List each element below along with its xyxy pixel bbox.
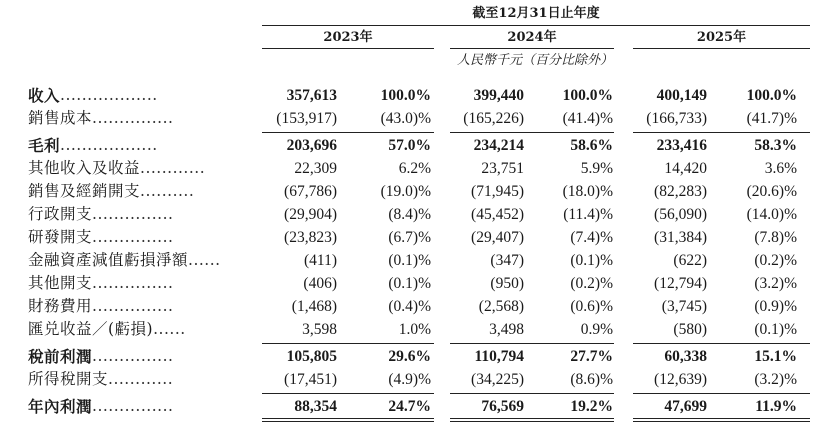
row-label: 其他開支 [28,274,93,292]
percent-2023: 57.0% [388,137,431,154]
percent-2023: 6.2% [398,160,431,177]
percent-2023: 24.7% [388,398,431,415]
percent-2023: 29.6% [388,348,431,365]
value-2024: 23,751 [481,160,524,177]
subtotal-rule [633,132,810,133]
value-2024: (71,945) [471,183,524,200]
percent-2024: (8.6)% [570,371,613,388]
percent-2024: (11.4)% [563,206,613,223]
year-header-2025: 2025年 [696,30,747,45]
value-2025: (622) [673,252,707,269]
value-2024: (29,407) [471,229,524,246]
period-header: 截至12月31日止年度 [472,6,600,21]
percent-2025: (41.7)% [746,110,797,127]
percent-2025: (3.2)% [754,371,797,388]
leader-dots: ............... [92,397,174,415]
leader-dots: ............... [92,205,174,223]
value-2023: 3,598 [302,321,337,338]
row-label: 財務費用 [28,297,93,315]
percent-2024: (0.2)% [570,275,613,292]
value-2023: (29,904) [284,206,337,223]
value-2023: (23,823) [284,229,337,246]
value-2025: (12,639) [654,371,707,388]
year-rule-2024 [450,48,614,49]
value-2023: (67,786) [284,183,337,200]
percent-2024: (0.1)% [570,252,613,269]
value-2023: 203,696 [286,137,337,154]
percent-2025: 11.9% [755,398,797,415]
subtotal-rule [262,132,434,133]
percent-2024: 100.0% [562,87,613,104]
value-2023: (153,917) [276,110,337,127]
row-label: 稅前利潤 [28,347,93,366]
percent-2023: (0.1)% [388,275,431,292]
subtotal-rule [450,343,614,344]
value-2025: 233,416 [656,137,707,154]
percent-2024: 19.2% [570,398,613,415]
row-label: 毛利 [28,136,61,155]
percent-2023: 100.0% [380,87,431,104]
percent-2025: (0.1)% [754,321,797,338]
leader-dots: ...... [188,251,221,269]
row-label: 研發開支 [28,228,93,246]
subtotal-rule [633,343,810,344]
value-2025: (3,745) [661,298,707,315]
value-2024: (950) [490,275,524,292]
value-2025: (580) [673,321,707,338]
leader-dots: .................. [60,136,158,154]
value-2024: 76,569 [481,398,524,415]
percent-2024: (18.0)% [562,183,613,200]
total-double-rule [262,421,434,422]
leader-dots: ............... [92,109,174,127]
value-2024: (34,225) [471,371,524,388]
percent-2025: 15.1% [754,348,797,365]
value-2023: 88,354 [294,398,337,415]
row-label: 金融資產減值虧損淨額 [28,251,189,269]
row-label: 銷售成本 [28,109,93,127]
percent-2023: (8.4)% [388,206,431,223]
value-2025: (31,384) [654,229,707,246]
value-2025: 14,420 [664,160,707,177]
value-2024: 110,794 [474,348,524,365]
percent-2025: (14.0)% [746,206,797,223]
subtotal-rule [450,132,614,133]
percent-2025: (0.2)% [754,252,797,269]
leader-dots: .......... [140,182,195,200]
value-2025: (82,283) [654,183,707,200]
percent-2025: (7.8)% [754,229,797,246]
value-2023: (17,451) [284,371,337,388]
value-2024: 234,214 [473,137,524,154]
row-label: 年內利潤 [28,397,93,416]
percent-2024: (0.6)% [570,298,613,315]
leader-dots: ............ [140,159,206,177]
percent-2024: (7.4)% [570,229,613,246]
subtotal-rule [262,393,434,394]
value-2023: (1,468) [291,298,337,315]
leader-dots: ............... [92,297,174,315]
row-label: 銷售及經銷開支 [28,182,141,200]
subtotal-rule [450,393,614,394]
percent-2023: (43.0)% [380,110,431,127]
total-double-rule [633,421,810,422]
value-2025: (12,794) [654,275,707,292]
value-2023: (406) [303,275,337,292]
leader-dots: ............... [92,274,174,292]
leader-dots: ............ [108,370,174,388]
value-2025: (166,733) [646,110,707,127]
percent-2024: (41.4)% [562,110,613,127]
percent-2023: (0.4)% [388,298,431,315]
leader-dots: .................. [60,86,158,104]
value-2023: (411) [304,252,337,269]
percent-2025: 3.6% [764,160,797,177]
percent-2025: (20.6)% [746,183,797,200]
total-double-rule [633,418,810,419]
value-2024: 399,440 [473,87,524,104]
percent-2025: 100.0% [746,87,797,104]
leader-dots: ...... [153,320,186,338]
leader-dots: ............... [92,228,174,246]
percent-2024: 0.9% [580,321,613,338]
percent-2023: 1.0% [398,321,431,338]
year-header-2023: 2023年 [323,30,373,45]
value-2025: 47,699 [664,398,707,415]
subtotal-rule [262,343,434,344]
subtotal-rule [633,393,810,394]
year-header-2024: 2024年 [507,30,557,45]
percent-2023: (0.1)% [388,252,431,269]
percent-2025: (0.9)% [754,298,797,315]
value-2024: (45,452) [471,206,524,223]
value-2023: 22,309 [294,160,337,177]
percent-2024: 58.6% [570,137,613,154]
total-double-rule [262,418,434,419]
row-label: 匯兑收益／(虧損) [28,320,154,338]
period-rule [262,25,810,26]
value-2023: 105,805 [286,348,337,365]
percent-2023: (6.7)% [388,229,431,246]
row-label: 行政開支 [28,205,93,223]
percent-2024: 5.9% [580,160,613,177]
value-2025: (56,090) [654,206,707,223]
percent-2024: 27.7% [570,348,613,365]
value-2025: 400,149 [656,87,707,104]
percent-2023: (19.0)% [380,183,431,200]
row-label: 所得稅開支 [28,370,109,388]
percent-2023: (4.9)% [388,371,431,388]
total-double-rule [450,421,614,422]
row-label: 其他收入及收益 [28,159,141,177]
value-2023: 357,613 [286,87,337,104]
total-double-rule [450,418,614,419]
row-label: 收入 [28,86,61,105]
unit-note: 人民幣千元（百分比除外） [456,53,613,68]
percent-2025: (3.2)% [754,275,797,292]
value-2024: (165,226) [463,110,524,127]
value-2025: 60,338 [664,348,707,365]
year-rule-2025 [633,48,810,49]
value-2024: (2,568) [478,298,524,315]
leader-dots: ............... [92,347,174,365]
value-2024: (347) [490,252,524,269]
year-rule-2023 [262,48,434,49]
value-2024: 3,498 [489,321,524,338]
percent-2025: 58.3% [754,137,797,154]
